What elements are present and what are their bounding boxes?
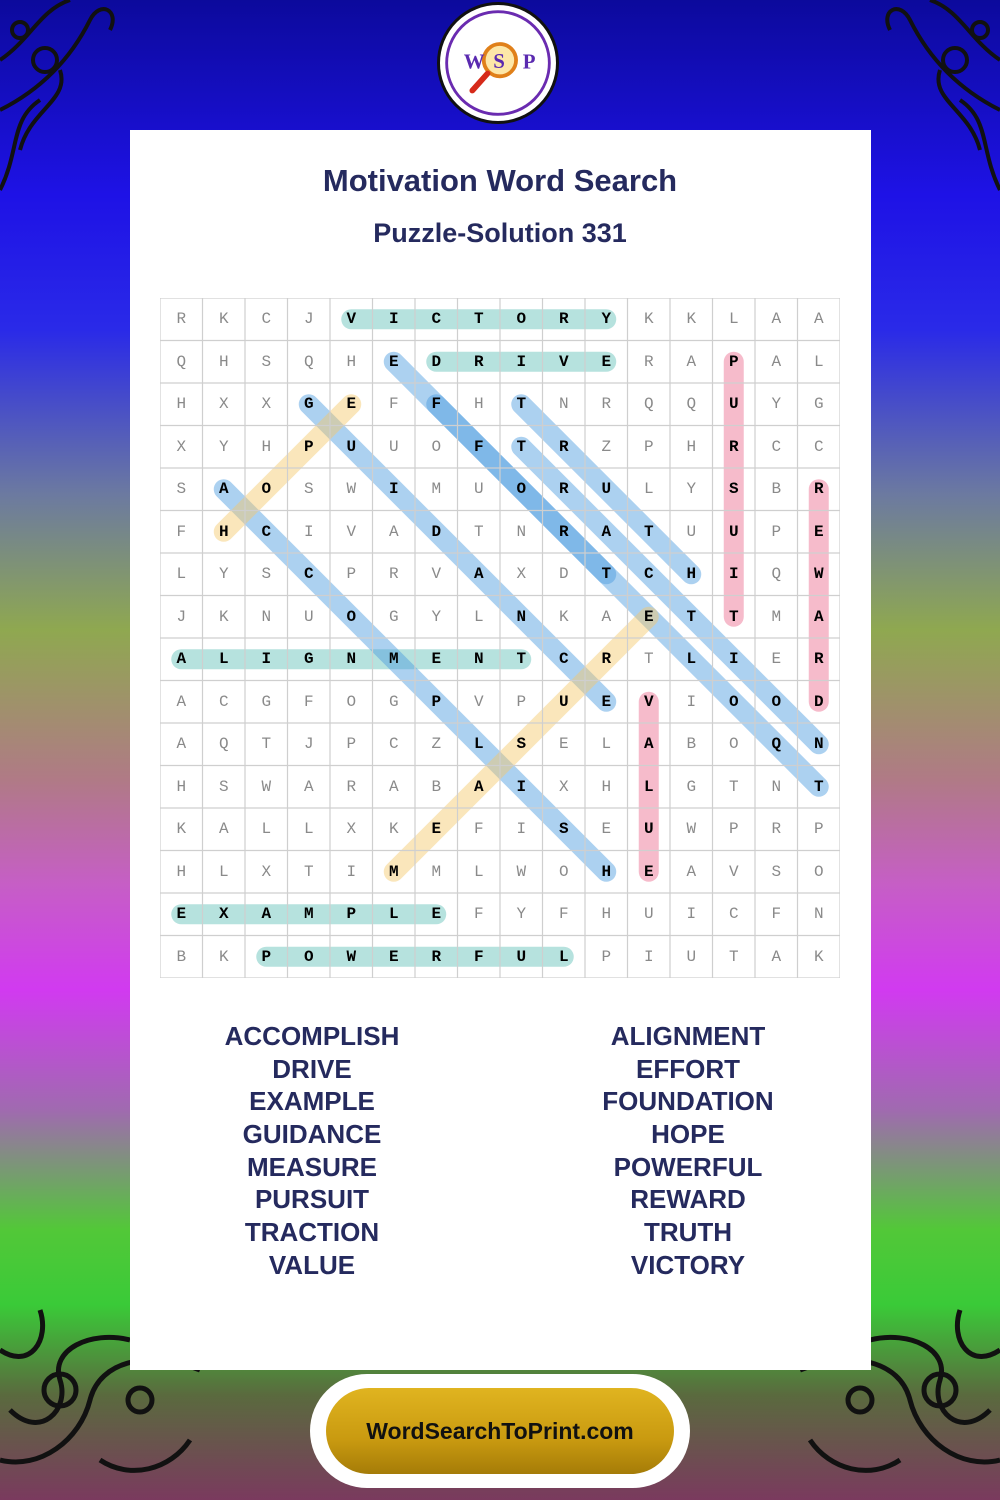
- grid-cell: T: [686, 607, 697, 626]
- grid-cell: Y: [601, 310, 612, 328]
- grid-cell: I: [388, 310, 399, 328]
- grid-cell: X: [346, 820, 357, 838]
- grid-cell: P: [728, 820, 739, 838]
- grid-cell: Q: [771, 735, 782, 753]
- grid-cell: F: [771, 905, 782, 923]
- grid-cell: W: [686, 820, 697, 838]
- grid-cell: Y: [431, 607, 442, 626]
- word-list-item: PURSUIT: [254, 1184, 370, 1215]
- grid-cell: A: [686, 862, 697, 881]
- grid-cell: G: [261, 692, 272, 711]
- word-list-item: ACCOMPLISH: [224, 1021, 400, 1051]
- grid-cell: P: [643, 437, 654, 456]
- grid-cell: P: [431, 692, 442, 711]
- grid-cell: W: [346, 480, 357, 498]
- grid-cell: A: [813, 310, 824, 328]
- grid-cell: T: [813, 777, 824, 796]
- grid-cell: Z: [431, 735, 442, 753]
- grid-cell: S: [303, 480, 314, 498]
- grid-cell: C: [558, 650, 569, 668]
- grid-cell: U: [686, 947, 697, 966]
- grid-cell: C: [388, 735, 399, 753]
- grid-cell: F: [473, 820, 484, 838]
- grid-cell: L: [388, 905, 399, 923]
- grid-cell: G: [388, 692, 399, 711]
- grid-cell: O: [346, 607, 357, 626]
- grid-cell: X: [261, 395, 272, 413]
- site-logo[interactable]: [437, 2, 559, 124]
- grid-cell: F: [176, 522, 187, 541]
- grid-cell: E: [601, 692, 612, 711]
- grid-cell: N: [516, 522, 527, 541]
- word-list-item: GUIDANCE: [242, 1119, 382, 1150]
- grid-cell: R: [643, 352, 654, 371]
- grid-cell: R: [813, 650, 824, 668]
- grid-cell: H: [176, 395, 187, 413]
- grid-cell: X: [218, 905, 229, 923]
- grid-cell: L: [601, 735, 612, 753]
- grid-cell: M: [303, 905, 314, 923]
- grid-cell: A: [388, 522, 399, 541]
- word-list-item: HOPE: [651, 1119, 725, 1150]
- grid-cell: W: [516, 862, 527, 881]
- grid-cell: T: [473, 522, 484, 541]
- grid-cell: I: [516, 820, 527, 838]
- grid-cell: I: [516, 777, 527, 796]
- grid-cell: Y: [218, 565, 229, 583]
- grid-cell: J: [303, 310, 314, 328]
- grid-cell: O: [346, 692, 357, 711]
- logo-letter-p: P: [522, 49, 536, 74]
- grid-cell: B: [771, 480, 782, 498]
- grid-cell: Y: [218, 437, 229, 456]
- grid-cell: I: [728, 650, 739, 668]
- grid-cell: N: [813, 735, 824, 753]
- grid-cell: S: [771, 862, 782, 881]
- word-list-item: VICTORY: [630, 1249, 746, 1280]
- grid-cell: J: [176, 607, 187, 626]
- grid-cell: Y: [771, 395, 782, 413]
- grid-cell: I: [346, 862, 357, 881]
- grid-cell: Q: [643, 395, 654, 413]
- grid-cell: A: [218, 820, 229, 838]
- grid-cell: O: [516, 480, 527, 498]
- grid-cell: K: [643, 310, 654, 328]
- grid-cell: G: [813, 395, 824, 413]
- grid-cell: T: [261, 735, 272, 753]
- grid-cell: P: [303, 437, 314, 456]
- grid-cell: X: [218, 395, 229, 413]
- grid-cell: A: [388, 777, 399, 796]
- grid-cell: C: [261, 310, 272, 328]
- grid-cell: N: [771, 777, 782, 796]
- grid-cell: M: [388, 650, 399, 668]
- grid-cell: M: [431, 480, 442, 498]
- grid-cell: X: [516, 565, 527, 583]
- grid-cell: A: [218, 480, 229, 498]
- word-list-item: REWARD: [630, 1184, 746, 1215]
- grid-cell: R: [601, 395, 612, 413]
- grid-cell: G: [303, 395, 314, 413]
- grid-cell: A: [176, 735, 187, 753]
- word-list-item: DRIVE: [272, 1053, 352, 1084]
- grid-cell: L: [813, 352, 824, 371]
- grid-cell: V: [643, 692, 654, 711]
- grid-cell: D: [431, 352, 442, 371]
- grid-cell: W: [261, 777, 272, 796]
- grid-cell: E: [813, 522, 824, 541]
- grid-cell: E: [431, 650, 442, 668]
- grid-cell: L: [473, 735, 484, 753]
- grid-cell: N: [346, 650, 357, 668]
- grid-cell: C: [643, 565, 654, 583]
- footer-badge[interactable]: [310, 1374, 690, 1488]
- grid-cell: T: [643, 522, 654, 541]
- grid-cell: V: [473, 692, 484, 711]
- page-subtitle: Puzzle-Solution 331: [373, 218, 627, 248]
- grid-cell: K: [218, 607, 229, 626]
- grid-cell: U: [728, 522, 739, 541]
- grid-cell: Q: [303, 352, 314, 371]
- grid-cell: T: [516, 437, 527, 456]
- grid-cell: H: [176, 777, 187, 796]
- word-list-item: EXAMPLE: [249, 1086, 375, 1117]
- grid-cell: U: [346, 437, 357, 456]
- grid-cell: I: [728, 565, 739, 583]
- grid-cell: R: [346, 777, 357, 796]
- word-list-item: TRUTH: [643, 1217, 733, 1248]
- grid-cell: U: [686, 522, 697, 541]
- grid-cell: F: [388, 395, 399, 413]
- grid-cell: H: [686, 437, 697, 456]
- page-title: Motivation Word Search: [322, 163, 678, 198]
- grid-cell: C: [813, 437, 824, 456]
- grid-cell: Q: [686, 395, 697, 413]
- grid-cell: O: [431, 437, 442, 456]
- grid-cell: C: [431, 310, 442, 328]
- grid-cell: A: [601, 607, 612, 626]
- word-list-item: EFFORT: [636, 1053, 740, 1084]
- grid-cell: L: [686, 650, 697, 668]
- grid-cell: T: [728, 947, 739, 966]
- footer-link-button[interactable]: [326, 1388, 674, 1474]
- grid-cell: H: [601, 905, 612, 923]
- grid-cell: E: [601, 352, 612, 371]
- grid-cell: P: [261, 947, 272, 966]
- grid-cell: P: [346, 905, 357, 923]
- grid-cell: V: [346, 522, 357, 541]
- grid-cell: G: [388, 607, 399, 626]
- grid-cell: B: [686, 735, 697, 753]
- grid-cell: K: [558, 607, 569, 626]
- grid-cell: E: [346, 395, 357, 413]
- grid-cell: H: [601, 777, 612, 796]
- grid-cell: L: [643, 777, 654, 796]
- grid-cell: K: [218, 947, 229, 966]
- grid-cell: G: [303, 650, 314, 668]
- grid-cell: E: [388, 352, 399, 371]
- word-search-grid: [160, 298, 840, 978]
- grid-cell: Q: [176, 352, 187, 371]
- grid-cell: H: [218, 522, 229, 541]
- grid-cell: N: [516, 607, 527, 626]
- grid-cell: F: [473, 905, 484, 923]
- grid-cell: U: [643, 820, 654, 838]
- grid-cell: R: [813, 480, 824, 498]
- grid-cell: A: [771, 352, 782, 371]
- grid-cell: R: [388, 565, 399, 583]
- grid-cell: P: [601, 947, 612, 966]
- grid-cell: T: [303, 862, 314, 881]
- grid-cell: L: [261, 820, 272, 838]
- grid-cell: K: [218, 310, 229, 328]
- grid-cell: O: [813, 862, 824, 881]
- grid-cell: K: [176, 820, 187, 838]
- grid-cell: R: [473, 352, 484, 371]
- grid-cell: X: [261, 862, 272, 881]
- grid-cell: L: [176, 565, 187, 583]
- grid-cell: R: [728, 437, 739, 456]
- grid-cell: S: [516, 735, 527, 753]
- grid-cell: N: [813, 905, 824, 923]
- logo-letter-s: S: [493, 48, 505, 73]
- grid-cell: V: [728, 862, 739, 881]
- grid-cell: T: [601, 565, 612, 583]
- grid-cells: [160, 298, 840, 978]
- grid-cell: Z: [601, 437, 612, 456]
- grid-cell: M: [771, 607, 782, 626]
- grid-cell: G: [686, 777, 697, 796]
- grid-cell: I: [261, 650, 272, 668]
- word-list-item: ALIGNMENT: [610, 1021, 766, 1051]
- grid-cell: D: [431, 522, 442, 541]
- grid-cell: O: [303, 947, 314, 966]
- grid-cell: A: [813, 607, 824, 626]
- grid-cell: R: [558, 522, 569, 541]
- grid-cell: C: [728, 905, 739, 923]
- grid-cell: P: [346, 735, 357, 753]
- grid-cell: S: [261, 565, 272, 583]
- grid-cell: Q: [218, 735, 229, 753]
- grid-cell: A: [643, 735, 654, 753]
- grid-cell: S: [218, 777, 229, 796]
- grid-cell: W: [346, 947, 357, 966]
- grid-cell: T: [516, 395, 527, 413]
- grid-cell: I: [388, 480, 399, 498]
- grid-cell: E: [643, 607, 654, 626]
- grid-cell: E: [558, 735, 569, 753]
- grid-cell: A: [601, 522, 612, 541]
- grid-cell: K: [388, 820, 399, 838]
- grid-cell: K: [813, 947, 824, 966]
- grid-cell: S: [176, 480, 187, 498]
- grid-cell: R: [431, 947, 442, 966]
- grid-cell: D: [813, 692, 824, 711]
- grid-cell: L: [473, 862, 484, 881]
- grid-cell: M: [388, 862, 399, 881]
- grid-cell: C: [261, 522, 272, 541]
- grid-cell: H: [176, 862, 187, 881]
- grid-cell: F: [473, 947, 484, 966]
- grid-cell: O: [728, 735, 739, 753]
- grid-cell: B: [176, 947, 187, 966]
- grid-cell: U: [601, 480, 612, 498]
- grid-cell: A: [686, 352, 697, 371]
- grid-cell: R: [771, 820, 782, 838]
- grid-cell: H: [346, 352, 357, 371]
- footer-site-link[interactable]: WordSearchToPrint.com: [366, 1417, 634, 1444]
- grid-cell: E: [643, 862, 654, 881]
- grid-cell: M: [431, 862, 442, 881]
- grid-cell: F: [558, 905, 569, 923]
- grid-cell: C: [303, 565, 314, 583]
- grid-cell: W: [813, 565, 824, 583]
- grid-cell: P: [516, 692, 527, 711]
- grid-cell: I: [686, 905, 697, 923]
- grid-cell: U: [516, 947, 527, 966]
- grid-cell: O: [261, 480, 272, 498]
- grid-cell: U: [473, 480, 484, 498]
- grid-cell: H: [261, 437, 272, 456]
- grid-cell: L: [303, 820, 314, 838]
- grid-cell: T: [516, 650, 527, 668]
- word-list-left: [122, 1020, 502, 1282]
- grid-cell: N: [473, 650, 484, 668]
- grid-cell: T: [473, 310, 484, 328]
- grid-cell: U: [728, 395, 739, 413]
- grid-cell: L: [728, 310, 739, 328]
- grid-cell: V: [346, 310, 357, 328]
- word-list-item: FOUNDATION: [602, 1086, 774, 1117]
- grid-cell: H: [473, 395, 484, 413]
- grid-cell: H: [218, 352, 229, 371]
- grid-cell: B: [431, 777, 442, 796]
- grid-cell: O: [728, 692, 739, 711]
- word-list-item: MEASURE: [246, 1151, 377, 1182]
- grid-cell: C: [218, 692, 229, 711]
- grid-cell: A: [261, 905, 272, 923]
- grid-cell: L: [218, 862, 229, 881]
- grid-cell: U: [558, 692, 569, 711]
- grid-cell: R: [558, 310, 569, 328]
- grid-cell: T: [643, 650, 654, 668]
- grid-cell: O: [558, 862, 569, 881]
- grid-cell: I: [516, 352, 527, 371]
- grid-cell: P: [346, 565, 357, 583]
- grid-cell: H: [601, 862, 612, 881]
- grid-cell: P: [771, 522, 782, 541]
- word-list-item: VALUE: [268, 1249, 356, 1280]
- grid-cell: S: [728, 480, 739, 498]
- grid-cell: T: [728, 607, 739, 626]
- grid-cell: E: [388, 947, 399, 966]
- grid-cell: Q: [771, 565, 782, 583]
- grid-cell: J: [303, 735, 314, 753]
- grid-cell: E: [601, 820, 612, 838]
- grid-cell: E: [431, 820, 442, 838]
- grid-cell: P: [728, 352, 739, 371]
- grid-cell: F: [431, 395, 442, 413]
- grid-cell: L: [218, 650, 229, 668]
- grid-cell: Y: [516, 905, 527, 923]
- grid-cell: R: [558, 480, 569, 498]
- grid-cell: V: [558, 352, 569, 371]
- grid-cell: Y: [686, 480, 697, 498]
- grid-cell: A: [303, 777, 314, 796]
- grid-cell: L: [558, 947, 569, 966]
- grid-cell: R: [601, 650, 612, 668]
- grid-cell: E: [771, 650, 782, 668]
- logo-letter-w: W: [463, 49, 485, 74]
- grid-cell: S: [261, 352, 272, 371]
- grid-cell: K: [686, 310, 697, 328]
- grid-cell: R: [176, 310, 187, 328]
- grid-cell: F: [303, 692, 314, 711]
- grid-cell: L: [643, 480, 654, 498]
- grid-cell: X: [176, 437, 187, 456]
- grid-cell: S: [558, 820, 569, 838]
- grid-cell: A: [176, 692, 187, 711]
- grid-cell: U: [388, 437, 399, 456]
- grid-cell: X: [558, 777, 569, 796]
- grid-cell: U: [303, 607, 314, 626]
- grid-cell: I: [303, 522, 314, 541]
- grid-cell: A: [473, 777, 484, 796]
- grid-cell: N: [261, 607, 272, 626]
- grid-cell: T: [728, 777, 739, 796]
- grid-cell: V: [431, 565, 442, 583]
- grid-cell: I: [643, 947, 654, 966]
- grid-cell: P: [813, 820, 824, 838]
- grid-cell: O: [771, 692, 782, 711]
- word-list-item: POWERFUL: [613, 1151, 763, 1182]
- grid-cell: U: [643, 905, 654, 923]
- grid-cell: A: [176, 650, 187, 668]
- grid-cell: O: [516, 310, 527, 328]
- grid-cell: N: [558, 395, 569, 413]
- grid-cell: R: [558, 437, 569, 456]
- grid-cell: A: [771, 310, 782, 328]
- grid-cell: C: [771, 437, 782, 456]
- grid-cell: A: [473, 565, 484, 583]
- word-list-item: TRACTION: [244, 1217, 380, 1248]
- grid-cell: E: [431, 905, 442, 923]
- grid-cell: H: [686, 565, 697, 583]
- grid-cell: A: [771, 947, 782, 966]
- grid-cell: E: [176, 905, 187, 923]
- word-list-right: [498, 1020, 878, 1282]
- grid-cell: I: [686, 692, 697, 711]
- grid-cell: L: [473, 607, 484, 626]
- grid-cell: D: [558, 565, 569, 583]
- grid-cell: F: [473, 437, 484, 456]
